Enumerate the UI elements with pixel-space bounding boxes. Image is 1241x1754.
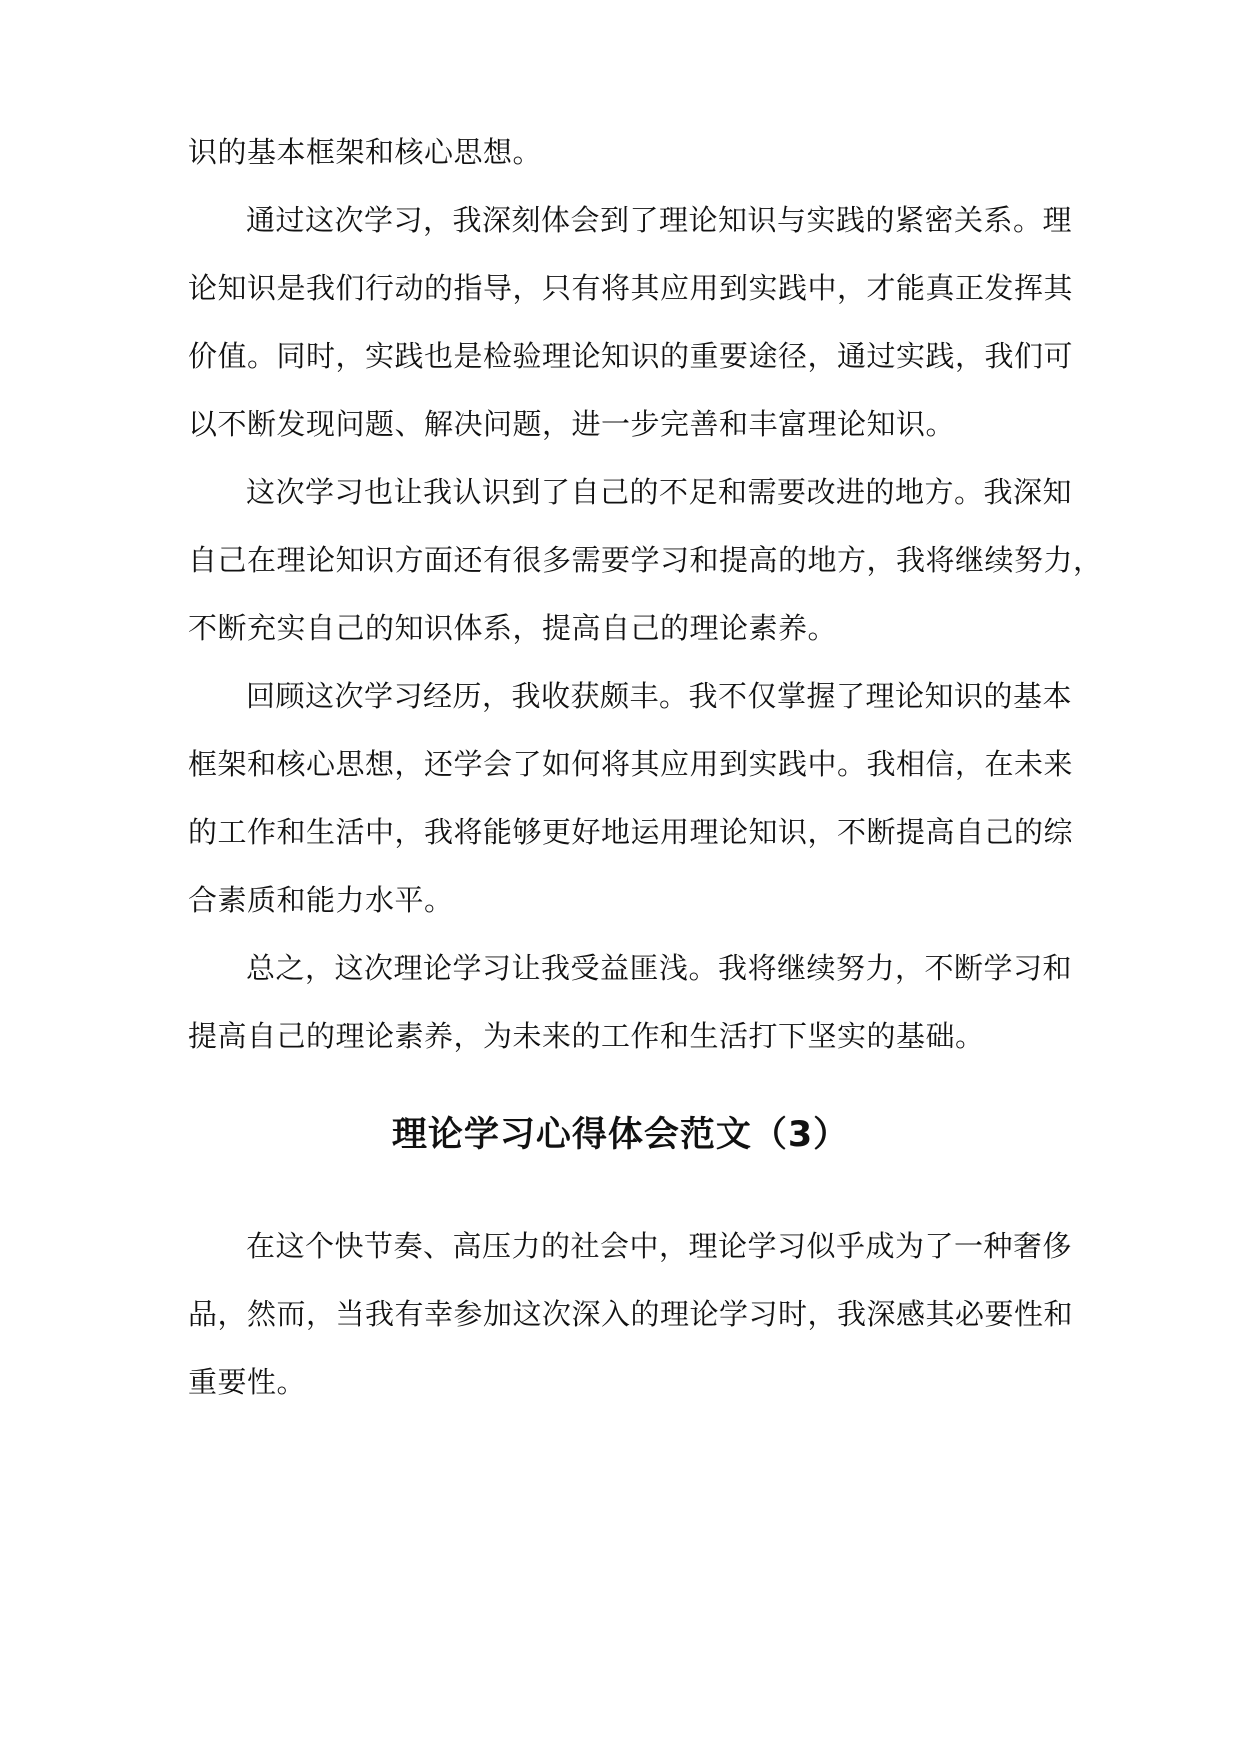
paragraph-3-line-2: 自己在理论知识方面还有很多需要学习和提高的地方，我将继续努力， [188, 543, 1103, 577]
paragraph-2-line-1: 通过这次学习，我深刻体会到了理论知识与实践的紧密关系。理 [246, 203, 1073, 237]
section-paragraph-line-2: 品，然而，当我有幸参加这次深入的理论学习时，我深感其必要性和 [188, 1297, 1074, 1331]
paragraph-3-line-3: 不断充实自己的知识体系，提高自己的理论素养。 [188, 611, 838, 645]
paragraph-5-line-1: 总之，这次理论学习让我受益匪浅。我将继续努力，不断学习和 [246, 951, 1073, 985]
paragraph-4-line-4: 合素质和能力水平。 [188, 883, 454, 917]
paragraph-2-line-3: 价值。同时，实践也是检验理论知识的重要途径，通过实践，我们可 [188, 339, 1074, 373]
paragraph-1-line-1: 识的基本框架和核心思想。 [188, 135, 543, 169]
section-paragraph-line-1: 在这个快节奏、高压力的社会中，理论学习似乎成为了一种奢侈 [246, 1229, 1073, 1263]
paragraph-2-line-4: 以不断发现问题、解决问题，进一步完善和丰富理论知识。 [188, 407, 956, 441]
paragraph-4-line-1: 回顾这次学习经历，我收获颇丰。我不仅掌握了理论知识的基本 [246, 679, 1073, 713]
paragraph-4-line-3: 的工作和生活中，我将能够更好地运用理论知识，不断提高自己的综 [188, 815, 1074, 849]
section-heading: 理论学习心得体会范文（3） [391, 1115, 850, 1155]
paragraph-5-line-2: 提高自己的理论素养，为未来的工作和生活打下坚实的基础。 [188, 1019, 985, 1053]
paragraph-3-line-1: 这次学习也让我认识到了自己的不足和需要改进的地方。我深知 [246, 475, 1073, 509]
paragraph-2-line-2: 论知识是我们行动的指导，只有将其应用到实践中，才能真正发挥其 [188, 271, 1074, 305]
section-paragraph-line-3: 重要性。 [188, 1365, 307, 1399]
paragraph-4-line-2: 框架和核心思想，还学会了如何将其应用到实践中。我相信，在未来 [188, 747, 1074, 781]
